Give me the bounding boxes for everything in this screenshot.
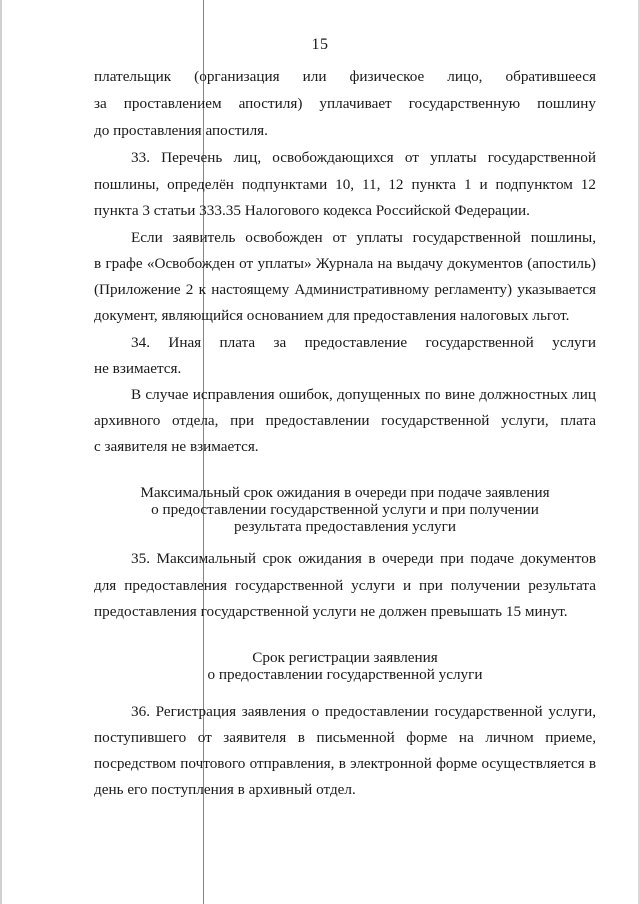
paragraph-line: 35. Максимальный срок ожидания в очереди при подаче документов: [131, 550, 596, 567]
paragraph-line: не взимается.: [94, 360, 182, 377]
paragraph-line: 33. Перечень лиц, освобождающихся от уплаты государственной: [131, 149, 596, 166]
section-heading-line: Максимальный срок ожидания в очереди при подаче заявления: [140, 484, 550, 501]
paragraph-line: В случае исправления ошибок, допущенных по вине должностных лиц: [131, 386, 596, 403]
paragraph-line: плательщик (организация или физическое лицо, обратившееся: [94, 68, 596, 85]
paragraph-line: в графе «Освобожден от уплаты» Журнала на выдачу документов (апостиль): [94, 255, 596, 272]
paragraph-line: поступившего от заявителя в письменной форме на личном приеме,: [94, 729, 596, 746]
paragraph-line: посредством почтового отправления, в электронной форме осуществляется в: [94, 755, 596, 772]
section-heading-line: о предоставлении государственной услуги и при получении: [151, 501, 539, 518]
section-heading-line: результата предоставления услуги: [233, 518, 457, 535]
paragraph-line: пункта 3 статьи 333.35 Налогового кодекса Российской Федерации.: [94, 202, 530, 219]
paragraph-line: пошлины, определён подпунктами 10, 11, 12 пункта 1 и подпунктом 12: [94, 176, 596, 193]
paragraph-line: день его поступления в архивный отдел.: [94, 781, 356, 798]
paragraph-line: Если заявитель освобожден от уплаты государственной пошлины,: [131, 229, 596, 246]
scan-edge-left: [0, 0, 2, 904]
paragraph-line: с заявителя не взимается.: [94, 438, 259, 455]
section-heading-line: о предоставлении государственной услуги: [207, 666, 483, 683]
paragraph-line: архивного отдела, при предоставлении государственной услуги, плата: [94, 412, 596, 429]
page-number: 15: [311, 36, 329, 53]
paragraph-line: 36. Регистрация заявления о предоставлении государственной услуги,: [131, 703, 596, 720]
section-heading-line: Срок регистрации заявления: [252, 649, 438, 666]
paragraph-line: до проставления апостиля.: [94, 122, 268, 139]
paragraph-line: документ, являющийся основанием для предоставления налоговых льгот.: [94, 307, 570, 324]
paragraph-line: за проставлением апостиля) уплачивает государственную пошлину: [94, 95, 596, 112]
paragraph-line: 34. Иная плата за предоставление государственной услуги: [131, 334, 596, 351]
paragraph-line: (Приложение 2 к настоящему Административному регламенту) указывается: [94, 281, 596, 298]
paragraph-line: для предоставления государственной услуги и при получении результата: [94, 577, 596, 594]
paragraph-line: предоставления государственной услуги не должен превышать 15 минут.: [94, 603, 568, 620]
